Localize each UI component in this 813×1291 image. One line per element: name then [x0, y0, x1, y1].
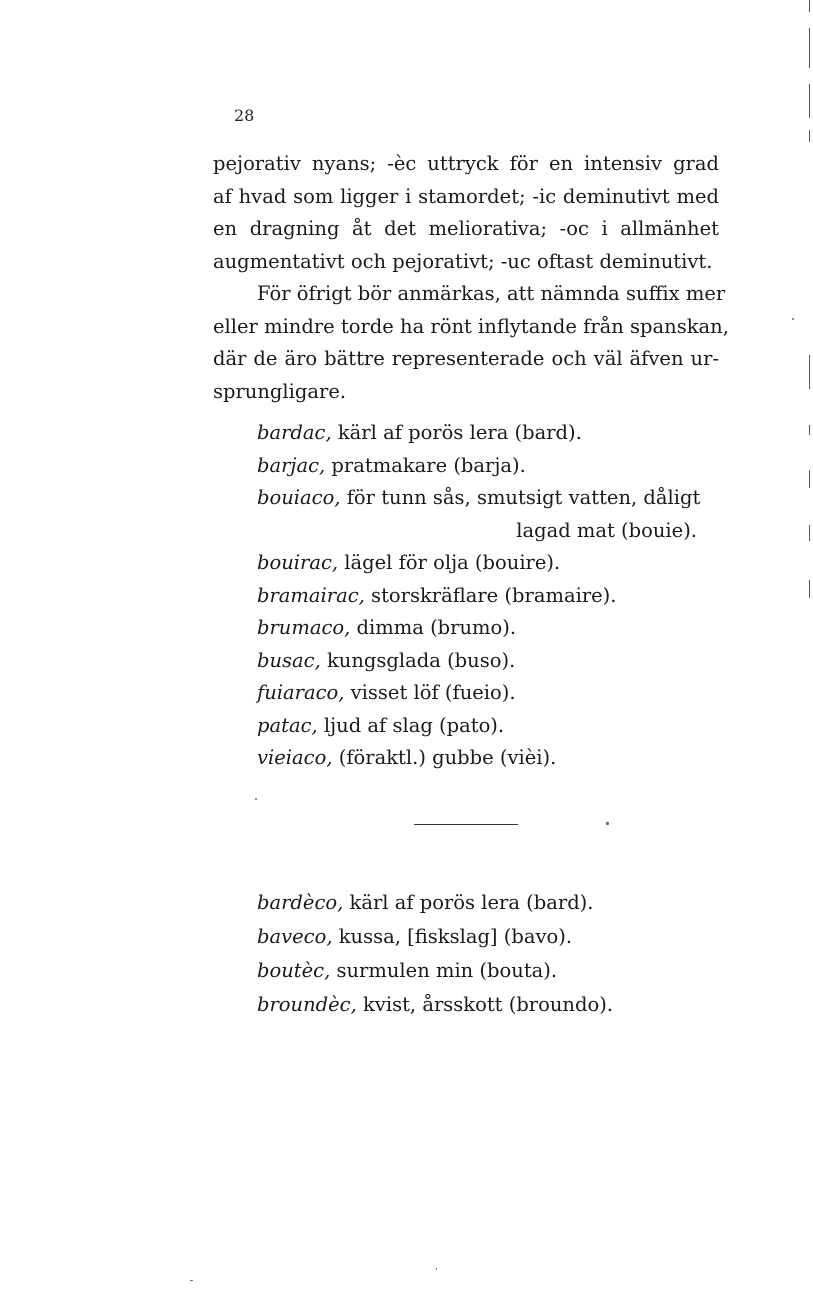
gloss: lägel för olja (bouire).	[338, 551, 561, 574]
ink-speck	[255, 798, 257, 800]
paragraph-line: pejorativ nyans; -èc uttryck för en intensiv grad	[213, 152, 719, 175]
headword: vieiaco,	[257, 746, 333, 769]
list-item	[257, 482, 701, 515]
gloss: kärl af porös lera (bard).	[331, 421, 582, 444]
edge-mark	[809, 0, 810, 12]
list-item	[257, 988, 677, 1022]
gloss: ljud af slag (pato).	[317, 713, 505, 737]
headword: fuiaraco,	[257, 681, 345, 704]
paragraph-line: augmentativt och pejorativt; -uc oftast deminutivt.	[213, 249, 713, 273]
paragraph-line: där de äro bättre representerade och väl äfven ur-	[213, 347, 719, 370]
edge-mark	[809, 28, 810, 68]
paragraph-line: För öfrigt bör anmärkas, att nämnda suffix mer	[257, 282, 726, 305]
headword: bardac,	[257, 421, 332, 444]
list-item	[257, 612, 717, 645]
list-item	[257, 920, 677, 954]
edge-mark	[809, 580, 810, 598]
list-item	[257, 417, 717, 450]
page-number: 28	[234, 106, 255, 125]
list-item	[257, 580, 717, 613]
headword: bouirac,	[257, 551, 339, 574]
word-list-a	[257, 417, 717, 775]
gloss: kussa, [fiskslag] (bavo).	[332, 925, 573, 948]
gloss: storskräflare (bramaire).	[364, 583, 617, 607]
edge-mark	[809, 425, 810, 435]
headword: patac,	[257, 713, 318, 737]
edge-mark	[809, 470, 810, 488]
gloss: surmulen min (bouta).	[330, 959, 558, 982]
ink-speck	[190, 1280, 193, 1281]
headword: broundèc,	[257, 993, 357, 1016]
gloss-continuation: lagad mat (bouie).	[516, 518, 697, 542]
gloss: kvist, årsskott (broundo).	[356, 993, 614, 1016]
edge-mark	[809, 130, 810, 142]
edge-mark	[809, 355, 810, 389]
gloss: dimma (brumo).	[350, 616, 517, 639]
gloss: kärl af porös lera (bard).	[343, 891, 594, 914]
edge-mark	[809, 84, 810, 118]
list-item	[257, 954, 677, 988]
list-item	[257, 450, 717, 483]
paragraph-line: eller mindre torde ha rönt inflytande från spanskan,	[213, 314, 729, 338]
headword: bouiaco,	[257, 486, 341, 509]
headword: brumaco,	[257, 616, 351, 639]
headword: busac,	[257, 648, 321, 672]
gloss: visset löf (fueio).	[344, 681, 516, 704]
word-list-b	[257, 886, 677, 1022]
paragraph-line: af hvad som ligger i stamordet; -ic deminutivt med	[213, 184, 719, 208]
ink-speck	[606, 822, 609, 825]
page-edge-marks	[806, 0, 813, 1291]
body-text	[213, 148, 729, 408]
gloss: kungsglada (buso).	[320, 648, 516, 672]
headword: boutèc,	[257, 959, 331, 982]
list-item	[257, 547, 717, 580]
ink-speck	[436, 1268, 437, 1270]
list-item	[257, 677, 717, 710]
paragraph-line: en dragning åt det meliorativa; -oc i allmänhet	[213, 217, 719, 240]
headword: bramairac,	[257, 583, 365, 607]
gloss: pratmakare (barja).	[325, 453, 526, 477]
list-item	[257, 645, 717, 678]
headword: barjac,	[257, 453, 326, 477]
edge-mark	[809, 525, 810, 541]
gloss: för tunn sås, smutsigt vatten, dåligt	[340, 486, 701, 509]
section-divider	[414, 824, 518, 825]
list-item	[257, 742, 717, 775]
headword: bardèco,	[257, 891, 344, 914]
gloss: (föraktl.) gubbe (vièi).	[332, 746, 557, 769]
list-item	[257, 886, 677, 920]
list-item	[257, 710, 717, 743]
ink-speck	[792, 318, 794, 320]
paragraph-line: sprungligare.	[213, 379, 347, 403]
headword: baveco,	[257, 925, 333, 948]
